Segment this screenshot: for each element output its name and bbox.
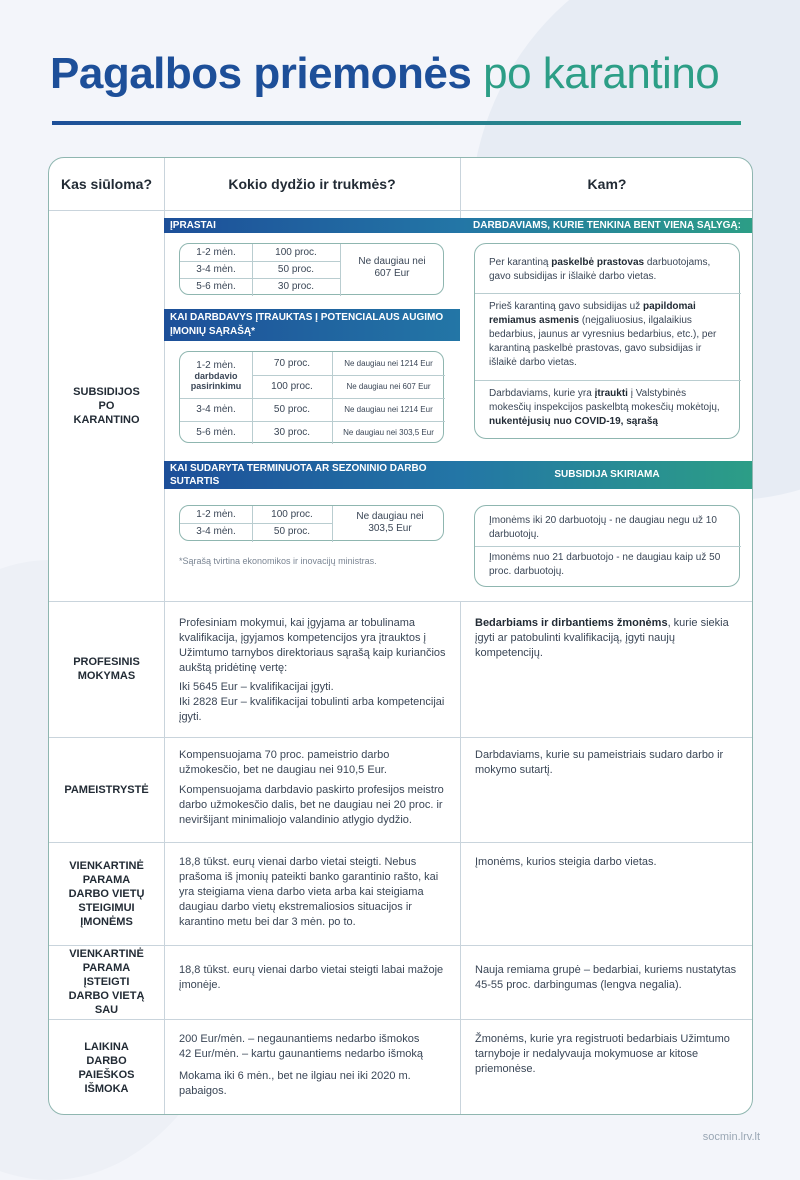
- page-title: Pagalbos priemonės po karantino: [50, 49, 720, 98]
- row-label-vienkartine-2: VIENKARTINĖ PARAMA ĮSTEIGTI DARBO VIETĄ SAU: [68, 948, 145, 1016]
- header-what: Kas siūloma?: [60, 176, 153, 192]
- condition-3: Darbdaviams, kurie yra įtraukti į Valstybinės mokesčių inspekcijos paskelbtą mokesčių mokėtojų, nukentėjusių nuo COVID-19, sąrašą: [489, 388, 720, 427]
- banner-fixed-term: KAI SUDARYTA TERMINUOTA AR SEZONINIO DARBO SUTARTIS: [164, 461, 460, 489]
- duration-table-3: 1-2 mėn. 100 proc. 3-4 mėn. 50 proc. Ne daugiau nei 303,5 Eur: [179, 505, 444, 541]
- banner-conditions: DARBDAVIAMS, KURIE TENKINA BENT VIENĄ SĄLYGĄ:: [460, 218, 753, 233]
- row-label-pameistryste: PAMEISTRYSTĖ: [64, 783, 149, 796]
- duration-table-2: 1-2 mėn. darbdavio pasirinkimu 70 proc. Ne daugiau nei 1214 Eur 100 proc. Ne daugiau nei 607 Eur 3-4 mėn. 50 proc. Ne daugiau nei 1214 Eur 5-6 mėn. 30 proc. Ne daugiau nei 303,5 Eur: [179, 351, 444, 443]
- header-size: Kokio dydžio ir trukmės?: [228, 176, 396, 192]
- condition-2: Prieš karantiną gavo subsidijas už papildomai remiamus asmenis (neįgaliuosius, ilgalaikius bedarbius, jaunus ar vyresnius bedarbius, etc.), per karantiną paskelbė prastovas, gavo subsidijas ir išlaikė darbo vietas.: [489, 301, 717, 368]
- footer-url[interactable]: socmin.lrv.lt: [702, 1131, 760, 1143]
- row-label-laikina: LAIKINA DARBO PAIEŠKOS IŠMOKA: [78, 1040, 135, 1095]
- condition-1: Per karantiną paskelbė prastovas darbuotojams, gavo subsidijas ir išlaikė darbo vietas.: [489, 257, 711, 282]
- measures-table: Kas siūloma? Kokio dydžio ir trukmės? Kam? SUBSIDIJOS PO KARANTINO ĮPRASTAI DARBDAVIAMS, KURIE TENKINA BENT VIENĄ SĄLYGĄ: 1-2 mėn. 100 proc. 3-4 mėn. 50 proc. 5-6 mėn. 30 proc. Ne daugiau nei 607 Eur KAI DARBDAVYS ĮTRAUKTAS Į POTENCIALAUS AUGIMO ĮMONIŲ SĄRAŠĄ* 1-2 mėn. darbdavio pasirinkimu 70 proc. Ne daugiau nei 1214 Eur 100 proc. Ne daugiau nei 607 Eur 3-4 mėn. 50 proc. Ne daugiau nei 1214 Eur 5-6 mėn. 30 proc. Ne daugiau nei 303,5 Eur Per karantiną paskelbė prastovas darbuotojams, gavo subsidijas ir išlaikė darbo vietas. Prieš karantiną gavo subsidijas už papildomai remiamus asmenis (neįgaliuosius, ilgalaikius bedarbius, jaunus ar vyresnius bedarbius, etc.), per karantiną paskelbė prastovas, gavo subsidijas ir išlaikė darbo vietas. Darbdaviams, kurie yra įtraukti į Valstybinės mokesčių inspekcijos paskelbtą mokesčių mokėtojų, nukentėjusių nuo COVID-19, sąrašą KAI SUDARYTA TERMINUOTA AR SEZONINIO DARBO SUTARTIS SUBSIDIJA SKIRIAMA 1-2 mėn. 100 proc. 3-4 mėn. 50 proc. Ne daugiau nei 303,5 Eur *Sąrašą tvirtina ekonomikos ir inovacijų ministras. Įmonėms iki 20 darbuotojų - ne daugiau negu už 10 darbuotojų. Įmonėms nuo 21 darbuotojo - ne daugiau kaip už 50 proc. darbuotojų. PROFESINIS MOKYMAS Profesiniam mokymui, kai įgyjama ar tobulinama kvalifikacija, įgyjamos kompetencijos yra įtrauktos į Užimtumo tarnybos direktoriaus sąrašą kaip kuriančios aukštą pridėtinę vertę: Iki 5645 Eur – kvalifikacijai įgyti. Iki 2828 Eur – kvalifikacijai tobulinti arba kompetencijai įgyti. Bedarbiams ir dirbantiems žmonėms, kurie siekia įgyti ar patobulinti kvalifikaciją, įgyti naujų kompetencijų. PAMEISTRYSTĖ Kompensuojama 70 proc. pameistrio darbo užmokesčio, bet ne daugiau nei 910,5 Eur. Kompensuojama darbdavio paskirto profesijos meistro darbo užmokesčio dalis, bet ne daugiau nei 20 proc. ir neviršijant minimaliojo valandinio atlygio dydžio. Darbdaviams, kurie su pameistriais sudaro darbo ir mokymo sutartį. VIENKARTINĖ PARAMA DARBO VIETŲ STEIGIMUI ĮMONĖMS 18,8 tūkst. eurų vienai darbo vietai steigti. Nebus prašoma iš įmonių pateikti banko garantinio rašto, kai yra steigiama viena darbo vieta arba kai steigiama daugiau darbo vietų ekstremaliosios situacijos ir karantino metu bei dar 3 mėn. po to. Įmonėms, kurios steigia darbo vietas. VIENKARTINĖ PARAMA ĮSTEIGTI DARBO VIETĄ SAU 18,8 tūkst. eurų vienai darbo vietai steigti labai mažoje įmonėje. Nauja remiama grupė – bedarbiai, kuriems nustatytas 45-55 proc. darbingumas (lengva negalia). LAIKINA DARBO PAIEŠKOS IŠMOKA 200 Eur/mėn. – negaunantiems nedarbo išmokos 42 Eur/mėn. – kartu gaunantiems nedarbo išmoką Mokama iki 6 mėn., bet ne ilgiau nei iki 2020 m. pabaigos. Žmonėms, kurie yra registruoti bedarbiais Užimtumo tarnyboje ir nedalyvauja mokymuose ar kitose priemonėse.: [48, 157, 753, 1115]
- banner-iprastai: ĮPRASTAI: [164, 218, 460, 233]
- banner-potential-growth: KAI DARBDAVYS ĮTRAUKTAS Į POTENCIALAUS AUGIMO ĮMONIŲ SĄRAŠĄ*: [164, 309, 460, 341]
- footnote: *Sąrašą tvirtina ekonomikos ir inovacijų ministras.: [179, 556, 377, 566]
- row-label-vienkartine-1: VIENKARTINĖ PARAMA DARBO VIETŲ STEIGIMUI ĮMONĖMS: [68, 859, 145, 928]
- duration-table-1: 1-2 mėn. 100 proc. 3-4 mėn. 50 proc. 5-6 mėn. 30 proc. Ne daugiau nei 607 Eur: [179, 243, 444, 295]
- row-label-subsidijos: SUBSIDIJOS PO KARANTINO: [73, 385, 140, 426]
- banner-subsidy: SUBSIDIJA SKIRIAMA: [460, 461, 753, 489]
- subsidy-box: Įmonėms iki 20 darbuotojų - ne daugiau negu už 10 darbuotojų. Įmonėms nuo 21 darbuotojo - ne daugiau kaip už 50 proc. darbuotojų.: [474, 505, 740, 587]
- row-label-profesinis: PROFESINIS MOKYMAS: [73, 656, 140, 682]
- title-underline: [52, 121, 741, 125]
- header-who: Kam?: [587, 176, 627, 192]
- conditions-box: [474, 243, 740, 439]
